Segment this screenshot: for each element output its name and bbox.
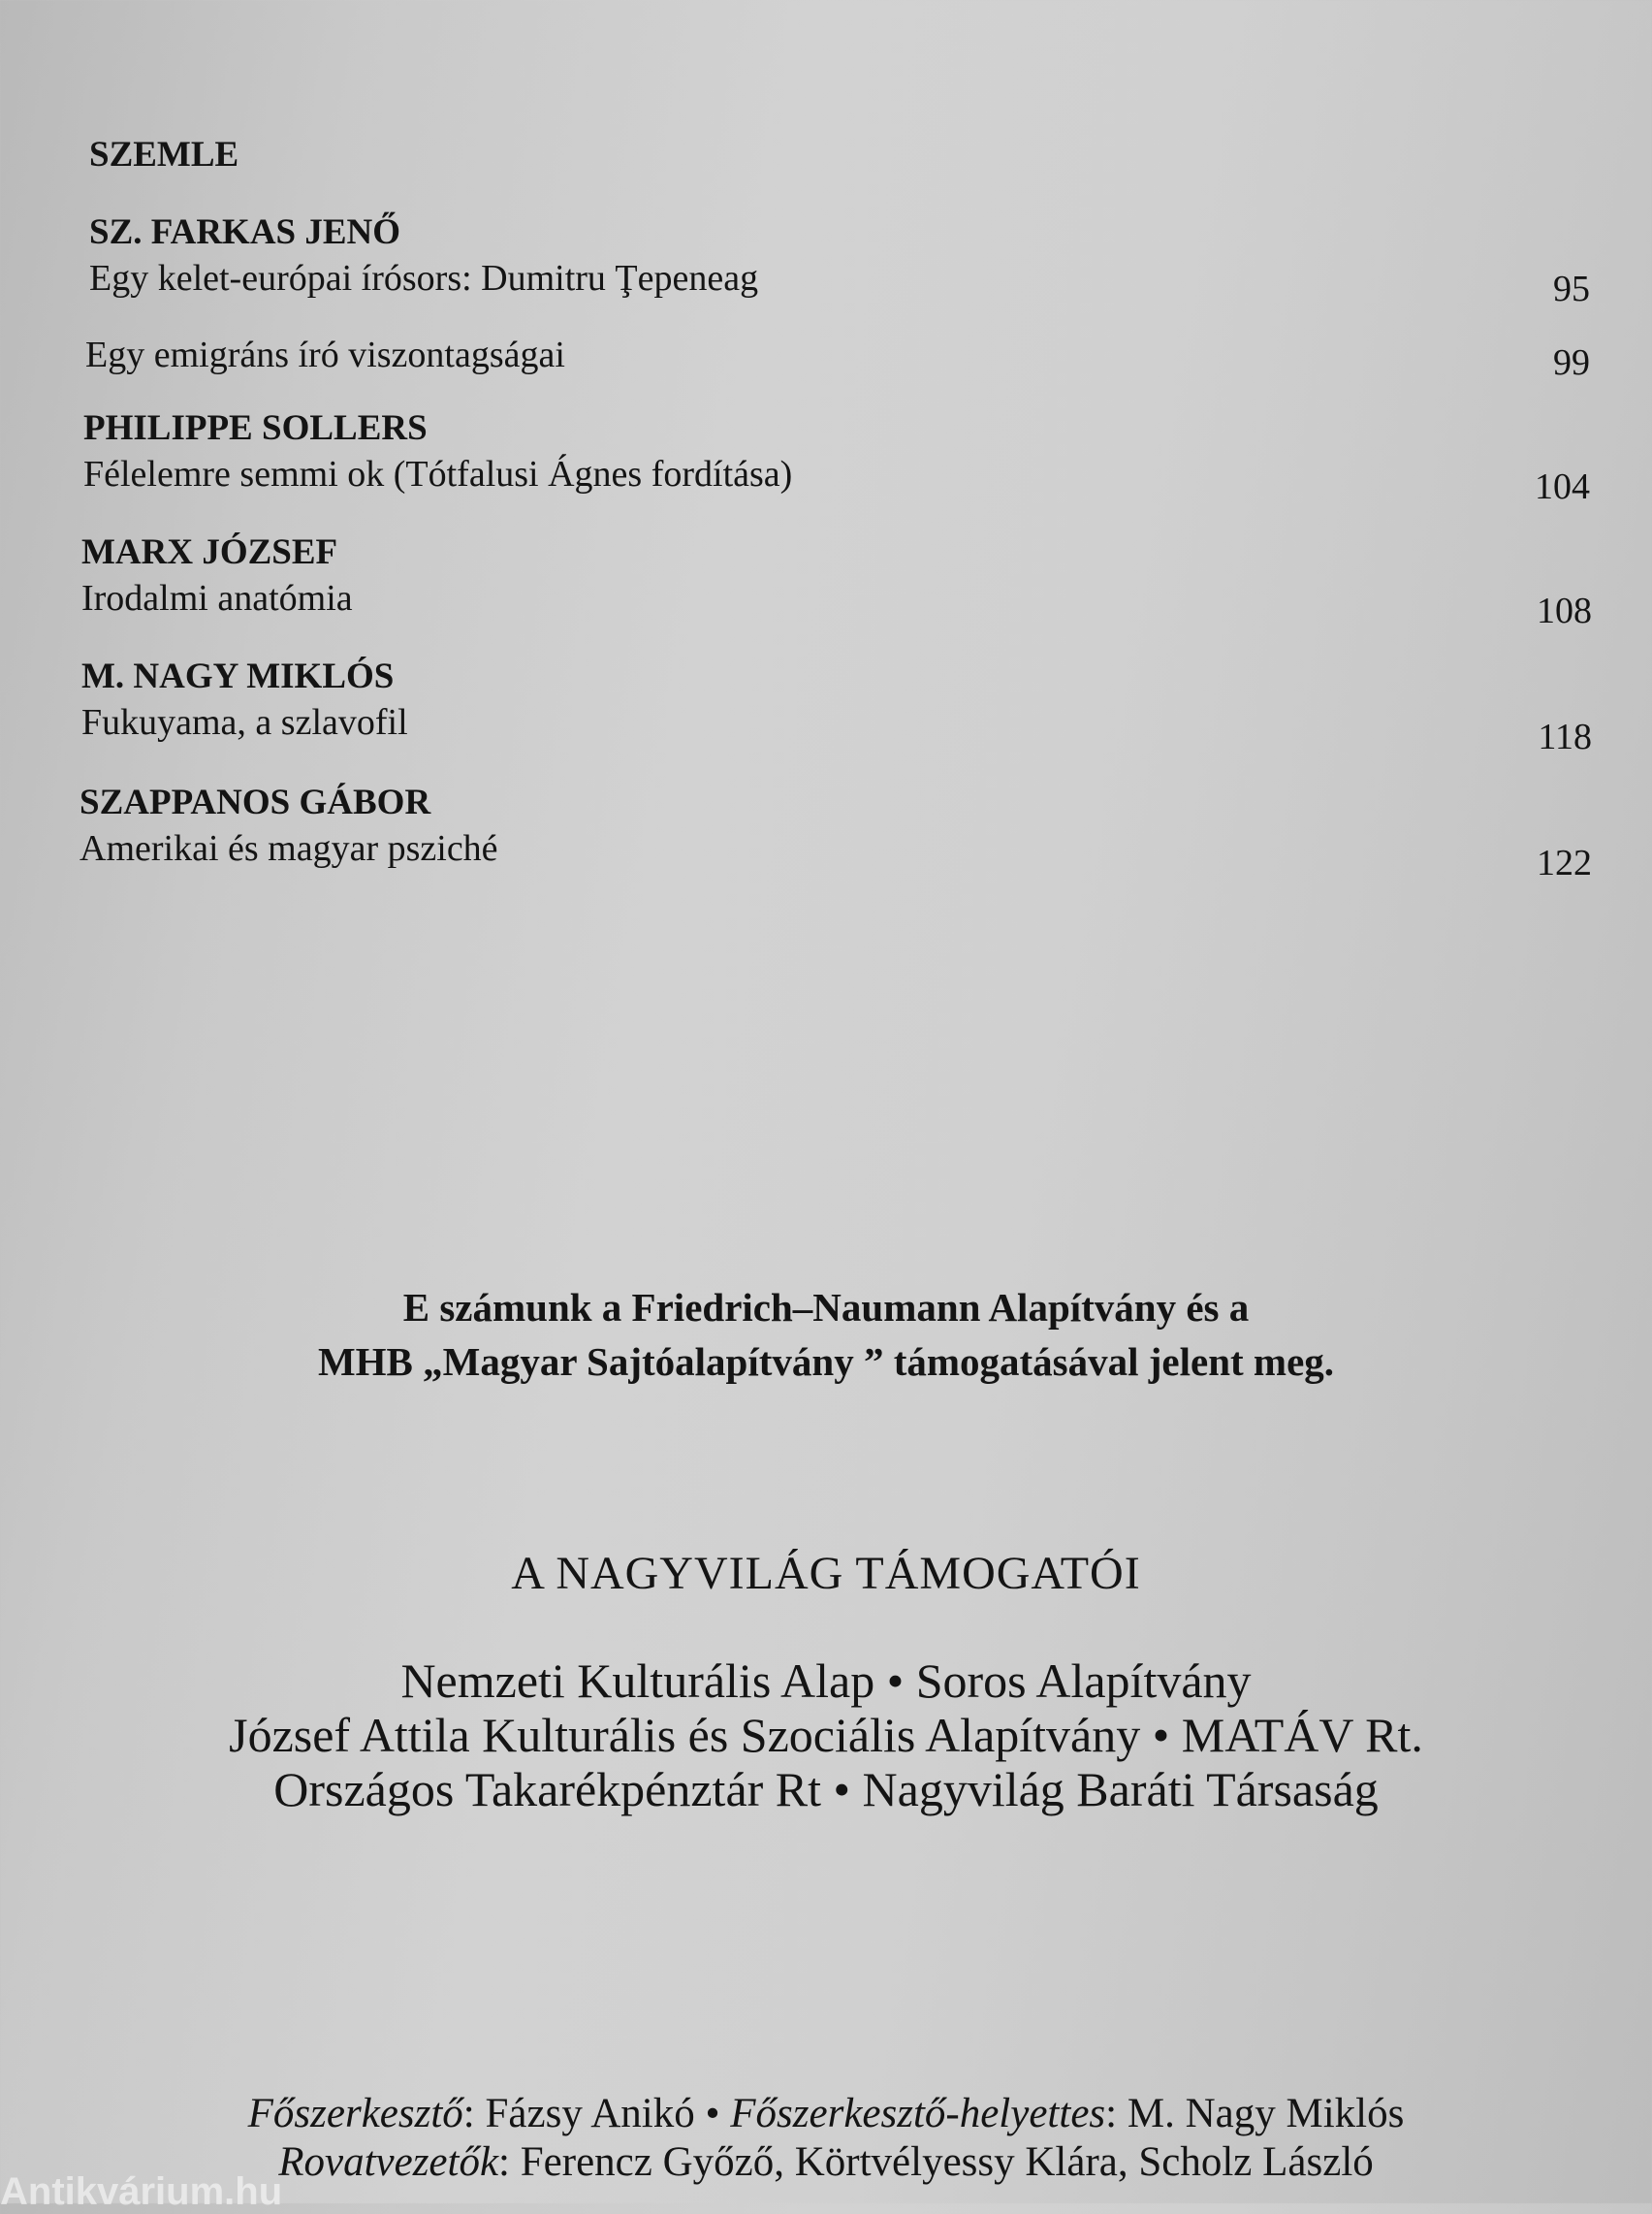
section-editors-names: Ferencz Győző, Körtvélyessy Klára, Scholz László	[520, 2139, 1374, 2185]
toc-author: PHILIPPE SOLLERS	[83, 408, 428, 448]
toc-title: Egy emigráns író viszontagságai	[85, 335, 565, 375]
toc-author: SZAPPANOS GÁBOR	[79, 783, 431, 822]
toc-author: MARX JÓZSEF	[81, 532, 338, 572]
toc-page-number: 122	[1537, 843, 1592, 883]
support-note-line: MHB „Magyar Sajtóalapítvány ” támogatásával jelent meg.	[317, 1339, 1335, 1384]
toc-title: Amerikai és magyar psziché	[79, 828, 498, 869]
credits-line-editors: Főszerkesztő: Fázsy Anikó • Főszerkesztő-helyettes: M. Nagy Miklós	[247, 2091, 1405, 2136]
toc-entry	[83, 407, 792, 496]
watermark: Antikvárium.hu	[0, 2170, 283, 2213]
toc-author: SZ. FARKAS JENŐ	[89, 212, 401, 252]
chief-editor-name: Fázsy Anikó	[485, 2091, 695, 2136]
chief-editor-label: Főszerkesztő	[247, 2091, 463, 2136]
toc-entry	[79, 782, 498, 870]
toc-page-number: 104	[1535, 466, 1590, 507]
supporters-list	[0, 1653, 1652, 1816]
toc-author: M. NAGY MIKLÓS	[81, 657, 395, 696]
supporters-heading: A NAGYVILÁG TÁMOGATÓI	[511, 1548, 1141, 1599]
credits-separator: •	[705, 2091, 720, 2136]
toc-title: Fukuyama, a szlavofil	[81, 702, 408, 743]
toc-title: Irodalmi anatómia	[81, 578, 353, 619]
toc-section-heading: SZEMLE	[89, 135, 239, 175]
toc-page-number: 95	[1553, 269, 1590, 309]
support-note	[0, 1280, 1652, 1389]
support-note-line: E számunk a Friedrich–Naumann Alapítvány és a	[402, 1285, 1250, 1330]
toc-page-number: 108	[1537, 591, 1592, 631]
section-editors-label: Rovatvezetők	[278, 2139, 499, 2185]
toc-entry	[85, 334, 565, 376]
toc-entry	[89, 211, 758, 300]
toc-page-number: 118	[1538, 717, 1592, 757]
supporters-line: József Attila Kulturális és Szociális Alapítvány • MATÁV Rt.	[229, 1708, 1423, 1762]
toc-title: Egy kelet-európai írósors: Dumitru Ţepeneag	[89, 258, 759, 299]
toc-page-number: 99	[1553, 342, 1590, 383]
credits-line-section-editors: Rovatvezetők: Ferencz Győző, Körtvélyessy Klára, Scholz László	[278, 2139, 1374, 2185]
deputy-editor-name: M. Nagy Miklós	[1127, 2091, 1405, 2136]
deputy-editor-label: Főszerkesztő-helyettes	[730, 2091, 1106, 2136]
toc-entry	[81, 531, 353, 620]
supporters-line: Nemzeti Kulturális Alap • Soros Alapítvány	[400, 1653, 1252, 1708]
toc-entry	[81, 656, 408, 744]
supporters-line: Országos Takarékpénztár Rt • Nagyvilág Baráti Társaság	[273, 1762, 1379, 1816]
toc-title: Félelemre semmi ok (Tótfalusi Ágnes fordítása)	[83, 454, 793, 495]
